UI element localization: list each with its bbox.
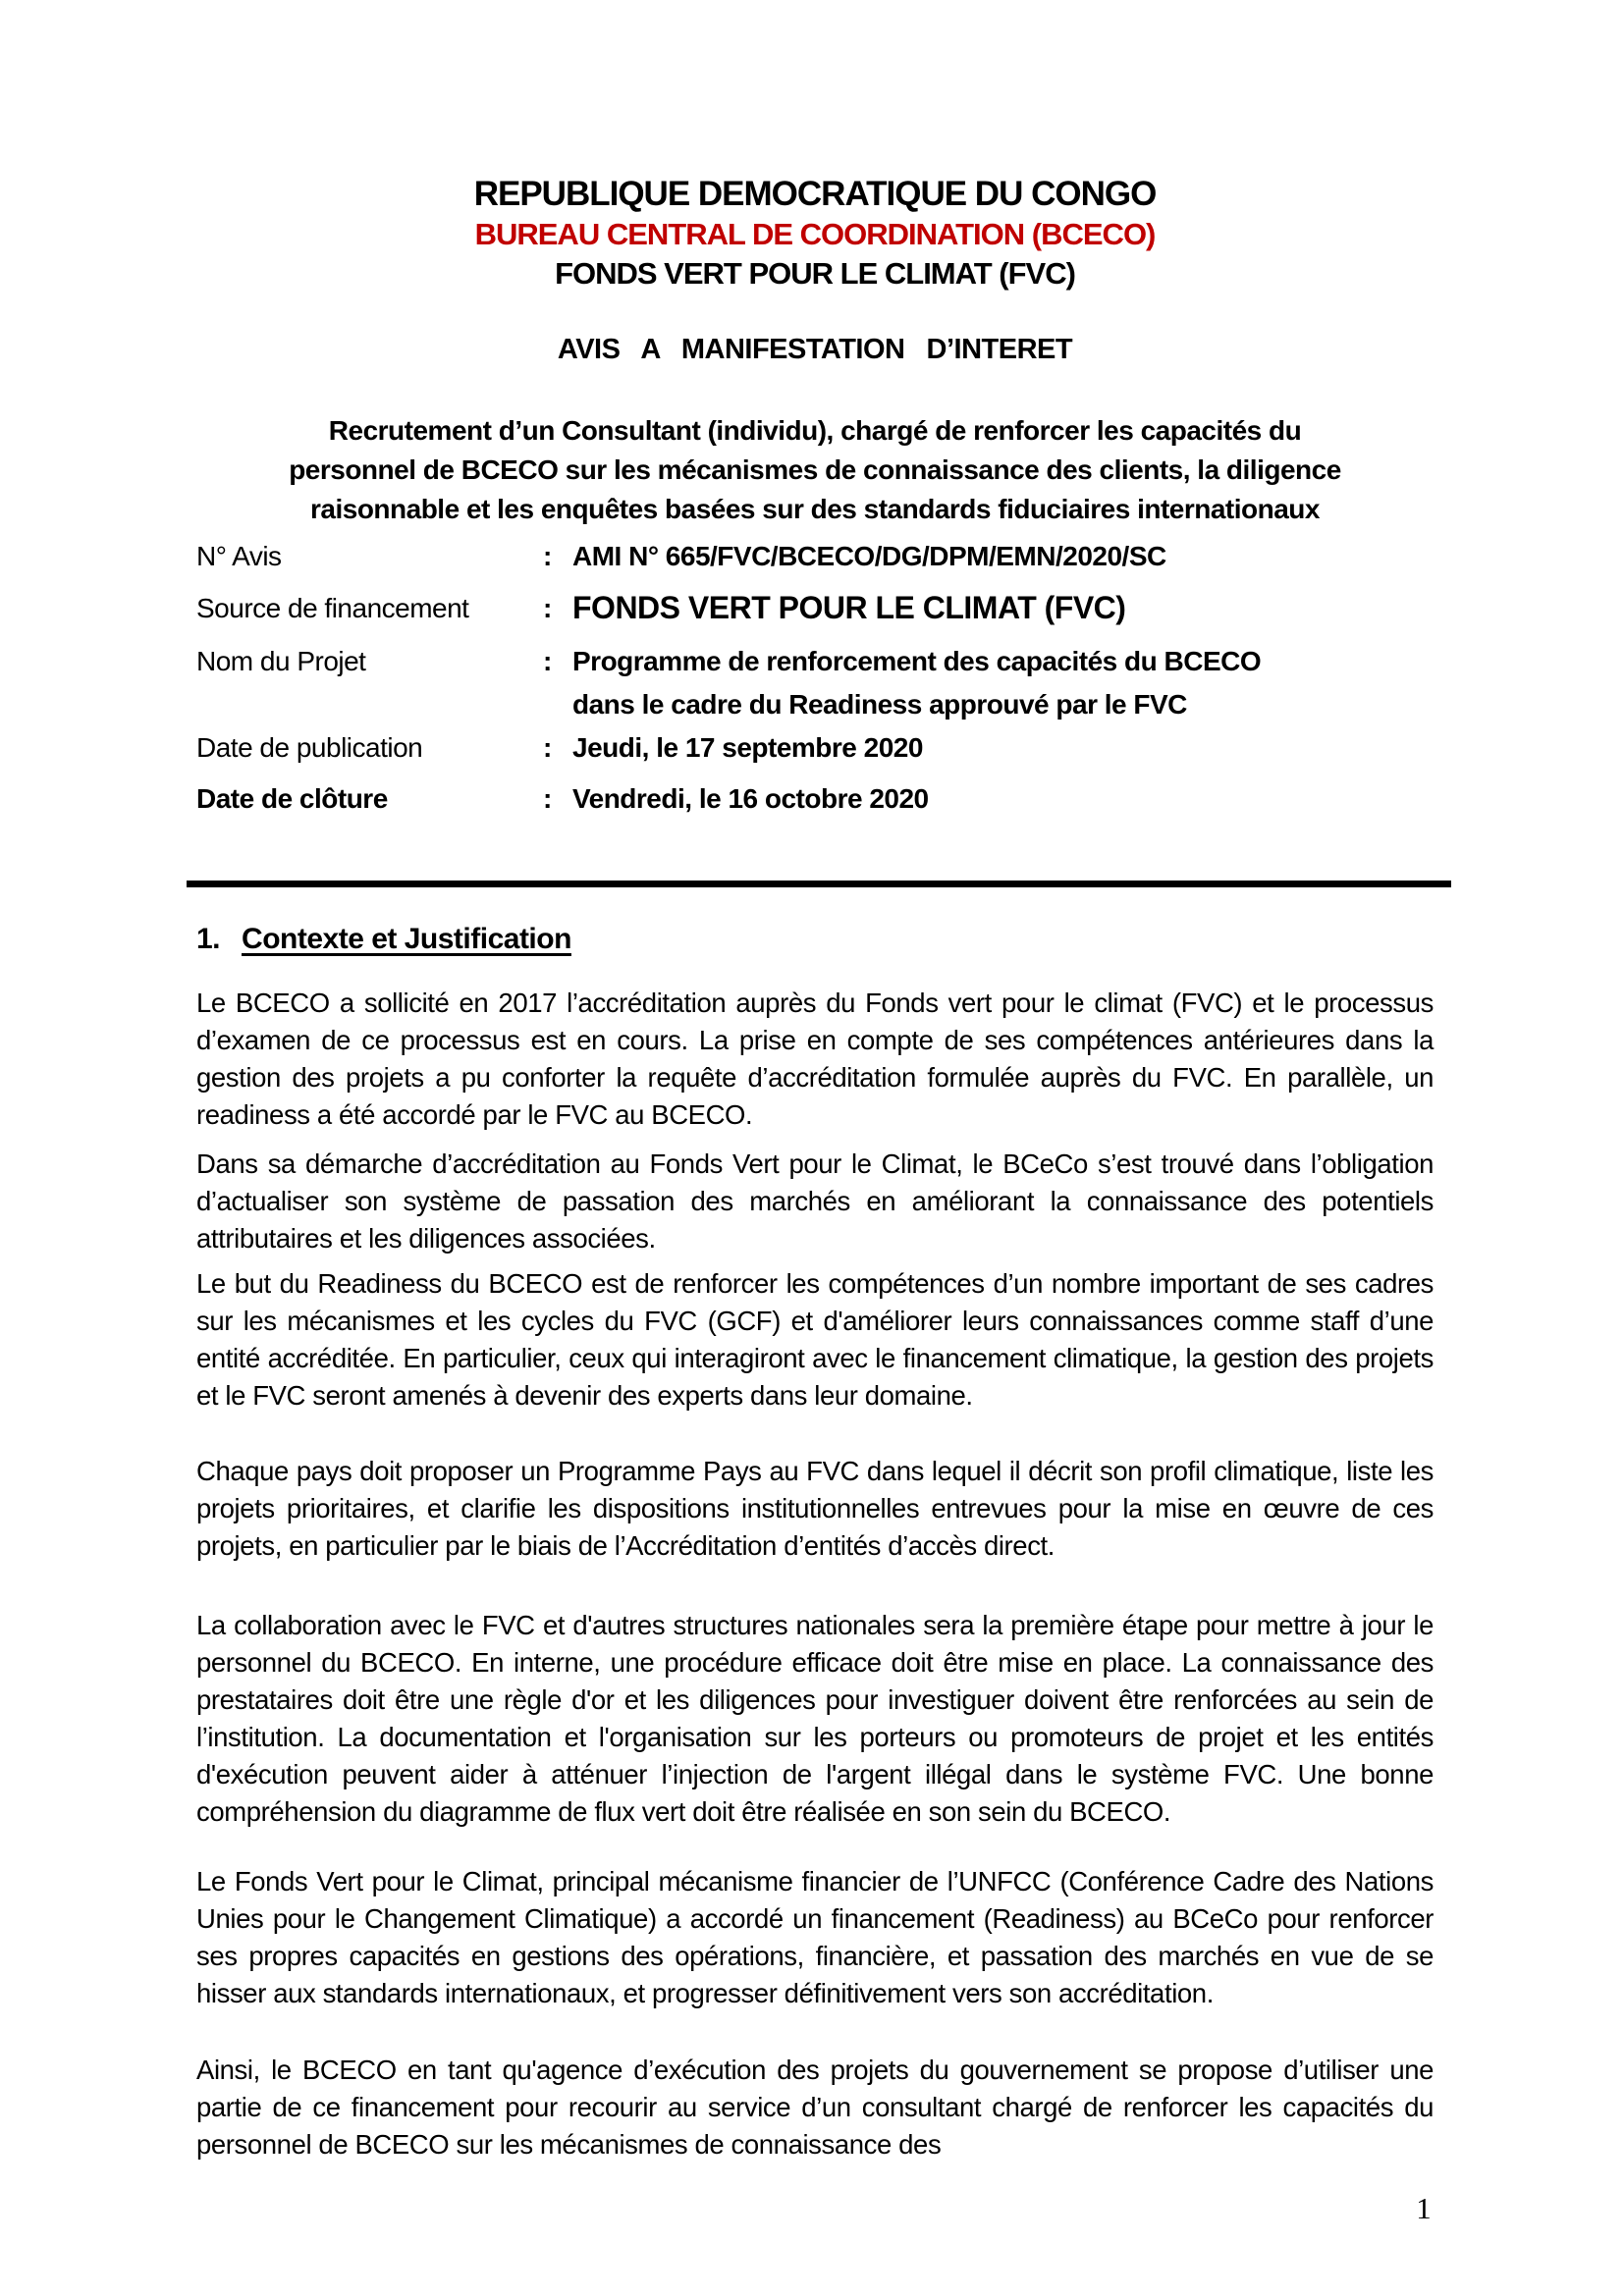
subtitle-line-2: personnel de BCECO sur les mécanismes de connaissance des clients, la diligence — [289, 454, 1341, 485]
meta-value-cloture: Vendredi, le 16 octobre 2020 — [572, 783, 929, 814]
meta-row-source — [196, 590, 1443, 632]
meta-row-projet — [196, 646, 1443, 720]
fund-title: FONDS VERT POUR LE CLIMAT (FVC) — [555, 256, 1075, 291]
recruitment-subtitle — [196, 411, 1434, 529]
meta-label-avis: N° Avis — [196, 541, 282, 571]
meta-colon: : — [543, 783, 553, 814]
meta-value-avis: AMI N° 665/FVC/BCECO/DG/DPM/EMN/2020/SC — [572, 541, 1166, 571]
paragraph-3: Le but du Readiness du BCECO est de renforcer les compétences d’un nombre important de ses cadres sur les mécanismes et les cycles du FVC (GCF) et d'améliorer leurs connaissances comme staff d’une entité accréditée. En particulier, ceux qui interagiront avec le financement climatique, la gestion des projets et le FVC seront amenés à devenir des experts dans leur domaine. — [196, 1268, 1434, 1411]
meta-value-source: FONDS VERT POUR LE CLIMAT (FVC) — [572, 590, 1126, 625]
meta-colon: : — [543, 541, 553, 571]
meta-value-publication: Jeudi, le 17 septembre 2020 — [572, 732, 923, 763]
meta-colon: : — [543, 646, 553, 676]
bureau-title: BUREAU CENTRAL DE COORDINATION (BCECO) — [474, 217, 1156, 251]
paragraph-5: La collaboration avec le FVC et d'autres structures nationales sera la première étape pour mettre à jour le personnel du BCECO. En interne, une procédure efficace doit être mise en place. La connaissance des prestataires doit être une règle d'or et les diligences pour investiguer doivent être renforcées au sein de l’institution. La documentation et l'organisation sur les porteurs ou promoteurs de projet et les entités d'exécution peuvent aider à atténuer l’injection de l'argent illégal dans le système FVC. Une bonne compréhension du diagramme de flux vert doit être réalisée en son sein du BCECO. — [196, 1610, 1434, 1827]
paragraph-6: Le Fonds Vert pour le Climat, principal mécanisme financier de l’UNFCC (Conférence Cadre des Nations Unies pour le Changement Climatique) a accordé un financement (Readiness) au BCeCo pour renforcer ses propres capacités en gestions des opérations, financière, et passation des marchés en vue de se hisser aux standards internationaux, et progresser définitivement vers son accréditation. — [196, 1866, 1434, 2008]
meta-value-projet-line2: dans le cadre du Readiness approuvé par le FVC — [572, 689, 1187, 720]
section-1-title: Contexte et Justification — [242, 923, 571, 955]
meta-row-avis — [196, 541, 1443, 580]
page-number: 1 — [1416, 2191, 1432, 2225]
meta-label-publication: Date de publication — [196, 732, 423, 763]
meta-row-cloture — [196, 783, 1443, 823]
country-title: REPUBLIQUE DEMOCRATIQUE DU CONGO — [473, 175, 1157, 213]
meta-value-projet-line1: Programme de renforcement des capacités du BCECO — [572, 646, 1262, 676]
paragraph-4: Chaque pays doit proposer un Programme Pays au FVC dans lequel il décrit son profil climatique, liste les projets prioritaires, et clarifie les dispositions institutionnelles entrevues pour la mise en œuvre de ces projets, en particulier par le biais de l’Accréditation d’entités d’accès direct. — [196, 1456, 1434, 1561]
meta-label-projet: Nom du Projet — [196, 646, 366, 676]
section-1-heading — [196, 923, 571, 956]
meta-label-cloture: Date de clôture — [196, 783, 388, 814]
meta-colon: : — [543, 593, 553, 623]
paragraph-7: Ainsi, le BCECO en tant qu'agence d’exécution des projets du gouvernement se propose d’utiliser une partie de ce financement pour recourir au service d’un consultant chargé de renforcer les capacités du personnel de BCECO sur les mécanismes de connaissance des — [196, 2055, 1434, 2160]
notice-title: AVIS A MANIFESTATION D’INTERET — [557, 334, 1073, 365]
section-1-number: 1. — [196, 923, 221, 955]
meta-label-source: Source de financement — [196, 593, 469, 623]
meta-colon: : — [543, 732, 553, 763]
paragraph-1: Le BCECO a sollicité en 2017 l’accréditation auprès du Fonds vert pour le climat (FVC) et le processus d’examen de ce processus est en cours. La prise en compte de ses compétences antérieures dans la gestion des projets a pu conforter la requête d’accréditation formulée auprès du FVC. En parallèle, un readiness a été accordé par le FVC au BCECO. — [196, 988, 1434, 1130]
meta-row-publication — [196, 732, 1443, 772]
subtitle-line-3: raisonnable et les enquêtes basées sur des standards fiduciaires internationaux — [310, 494, 1320, 524]
horizontal-divider — [187, 881, 1451, 887]
paragraph-2: Dans sa démarche d’accréditation au Fonds Vert pour le Climat, le BCeCo s’est trouvé dans l’obligation d’actualiser son système de passation des marchés en améliorant la connaissance des potentiels attributaires et les diligences associées. — [196, 1148, 1434, 1254]
subtitle-line-1: Recrutement d’un Consultant (individu), chargé de renforcer les capacités du — [328, 415, 1302, 446]
